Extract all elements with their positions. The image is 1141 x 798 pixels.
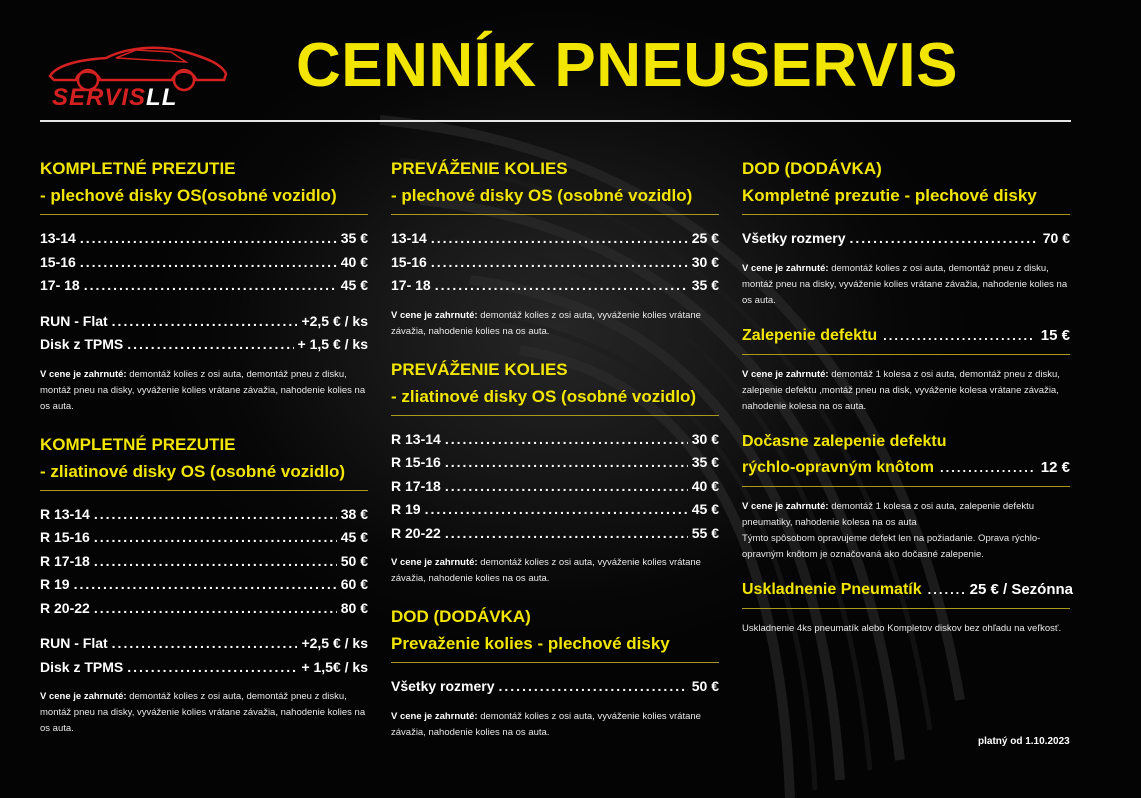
column-2 — [391, 155, 719, 755]
row-price: +2,5 € / ks — [301, 635, 368, 651]
section-divider — [742, 608, 1070, 609]
row-label: R 17-18 — [40, 552, 90, 569]
row-label: Všetky rozmery — [742, 230, 846, 246]
section-title: DOD (DODÁVKA) — [391, 607, 531, 626]
extra-row — [40, 656, 368, 680]
row-label: Disk z TPMS — [40, 658, 124, 675]
included-note: V cene je zahrnuté: demontáž kolies z osi auta, vyváženie kolies vrátane závažia, nahodenie kolies na os auta. — [391, 557, 701, 584]
page-title: CENNÍK PNEUSERVIS — [296, 31, 958, 100]
row-label: 15-16 — [391, 253, 427, 270]
leader-dots — [425, 498, 688, 522]
section-divider — [40, 214, 368, 215]
section-title: Zalepenie defektu — [742, 326, 878, 344]
extra-row — [40, 333, 368, 357]
row-price: 70 € — [1042, 230, 1070, 246]
section-puncture-repair — [742, 323, 1070, 415]
section-temporary-repair — [742, 429, 1070, 563]
row-price: 30 € — [691, 253, 719, 270]
row-price: 50 € — [340, 552, 368, 569]
included-note: V cene je zahrnuté: demontáž 1 kolesa z osi auta, zalepenie defektu pneumatiky, nahodenie kolesa na os auta Týmto spôsobom opravujeme defekt len na požiadanie. Oprava rýchlo-opravným knôtom je označovaná ako dočasné zalepenie. — [742, 500, 1041, 560]
brand-logo-text: SERVISLL — [52, 84, 178, 111]
leader-dots — [445, 475, 688, 499]
price-row — [40, 573, 368, 597]
section-title: KOMPLETNÉ PREZUTIE — [40, 159, 236, 178]
section-title: PREVÁŽENIE KOLIES — [391, 159, 568, 178]
row-label: R 20-22 — [40, 599, 90, 616]
price-row — [391, 451, 719, 475]
price-row — [391, 675, 719, 699]
leader-dots — [94, 597, 337, 621]
price-row — [40, 274, 368, 298]
leader-dots — [94, 503, 337, 527]
row-price: 35 € — [340, 230, 368, 246]
row-label: R 19 — [391, 501, 421, 517]
section-subtitle: Kompletné prezutie - plechové disky — [742, 186, 1037, 205]
leader-dots — [431, 251, 688, 275]
section-subtitle: - plechové disky OS(osobné vozidlo) — [40, 186, 337, 205]
leader-dots — [499, 675, 688, 699]
header-divider — [40, 120, 1071, 122]
row-label: R 15-16 — [40, 529, 90, 545]
row-label: R 15-16 — [391, 454, 441, 470]
leader-dots — [112, 310, 298, 334]
price-row — [40, 503, 368, 527]
row-label: R 19 — [40, 576, 70, 592]
section-divider — [742, 214, 1070, 215]
price-row — [40, 597, 368, 621]
section-title: KOMPLETNÉ PREZUTIE — [40, 434, 236, 454]
included-note: V cene je zahrnuté: demontáž 1 kolesa z osi auta, demontáž pneu z disku, zalepenie defektu ,montáž pneu na disk, vyváženie kolesa vrátane závažia, nahodenie kolesa na os auta. — [742, 368, 1060, 412]
row-label: 15-16 — [40, 253, 76, 270]
section-subtitle: - zliatinové disky OS (osobné vozidlo) — [391, 386, 697, 406]
leader-dots — [445, 451, 688, 475]
leader-dots — [431, 227, 688, 251]
row-label: R 17-18 — [391, 477, 441, 494]
row-price: 50 € — [691, 678, 719, 694]
leader-dots — [445, 428, 688, 452]
row-label: R 20-22 — [391, 524, 441, 541]
row-price: 25 € — [691, 230, 719, 246]
price-row — [40, 251, 368, 275]
price-row — [391, 498, 719, 522]
section-subtitle: rýchlo-opravným knôtom — [742, 458, 935, 476]
row-label: Disk z TPMS — [40, 336, 124, 352]
section-divider — [742, 486, 1070, 487]
price-row — [391, 522, 719, 546]
column-1 — [40, 155, 368, 751]
section-subtitle: Prevaženie kolies - plechové disky — [391, 634, 670, 653]
extra-row — [40, 310, 368, 334]
included-note: V cene je zahrnuté: demontáž kolies z osi auta, demontáž pneu z disku, montáž pneu na disky, vyváženie kolies vrátane závažia, nahodenie kolies na os auta. — [40, 368, 366, 412]
header — [0, 0, 1141, 125]
leader-dots — [94, 526, 337, 550]
row-price: 35 € — [691, 277, 719, 293]
section-divider — [742, 354, 1070, 355]
row-label: 13-14 — [40, 230, 76, 246]
section-title: DOD (DODÁVKA) — [742, 159, 882, 178]
row-label: Všetky rozmery — [391, 678, 495, 694]
row-price: 15 € — [1040, 326, 1070, 344]
price-row — [40, 526, 368, 550]
section-complete-steel — [40, 155, 368, 415]
leader-dots — [850, 227, 1039, 251]
row-price: 30 € — [691, 430, 719, 447]
section-divider — [391, 415, 719, 416]
row-label: 13-14 — [391, 230, 427, 246]
included-note: V cene je zahrnuté: demontáž kolies z osi auta, demontáž pneu z disku, montáž pneu na disky, vyváženie kolies vrátane závažia, nahodenie kolies na os auta. — [742, 262, 1068, 306]
storage-note: Uskladnenie 4ks pneumatík alebo Kompletov diskov bez ohľadu na veľkosť. — [742, 622, 1062, 634]
price-row — [391, 251, 719, 275]
leader-dots — [435, 274, 688, 298]
row-label: RUN - Flat — [40, 635, 108, 651]
section-van-balancing — [391, 603, 719, 741]
row-price: 35 € — [691, 454, 719, 470]
included-note: V cene je zahrnuté: demontáž kolies z osi auta, vyváženie kolies vrátane závažia, nahodenie kolies na os auta. — [391, 309, 701, 337]
price-row — [391, 475, 719, 499]
row-price: 40 € — [340, 253, 368, 270]
row-label: R 13-14 — [40, 505, 90, 522]
row-price: 40 € — [691, 477, 719, 494]
row-label: R 13-14 — [391, 430, 441, 447]
leader-dots — [127, 656, 297, 680]
temp-repair-price-row — [742, 455, 1070, 481]
section-title: Uskladnenie Pneumatík — [742, 580, 922, 598]
included-note: V cene je zahrnuté: demontáž kolies z osi auta, demontáž pneu z disku, montáž pneu na disky, vyváženie kolies vrátane závažia, nahodenie kolies na os auta. — [40, 691, 366, 734]
price-row — [391, 428, 719, 452]
column-3 — [742, 155, 1073, 651]
included-note: V cene je zahrnuté: demontáž kolies z osi auta, vyváženie kolies vrátane závažia, nahodenie kolies na os auta. — [391, 710, 701, 738]
row-label: 17- 18 — [40, 277, 80, 293]
section-tire-storage — [742, 577, 1073, 637]
section-subtitle: - plechové disky OS (osobné vozidlo) — [391, 186, 693, 205]
section-divider — [391, 214, 719, 215]
row-price: +2,5 € / ks — [301, 312, 368, 329]
section-balancing-alloy — [391, 356, 719, 588]
leader-dots — [127, 333, 293, 357]
leader-dots — [940, 455, 1035, 481]
section-divider — [40, 490, 368, 491]
row-price: 55 € — [691, 524, 719, 541]
row-price: 38 € — [340, 505, 368, 522]
section-title: PREVÁŽENIE KOLIES — [391, 359, 568, 379]
valid-from-date: platný od 1.10.2023 — [978, 736, 1070, 747]
section-van-complete — [742, 155, 1070, 309]
leader-dots — [112, 632, 298, 656]
row-price: 45 € — [340, 529, 368, 545]
leader-dots — [883, 323, 1035, 349]
row-label: RUN - Flat — [40, 312, 108, 329]
section-balancing-steel — [391, 155, 719, 340]
price-row — [742, 227, 1070, 251]
leader-dots — [84, 274, 337, 298]
leader-dots — [445, 522, 688, 546]
row-price: 12 € — [1040, 458, 1070, 476]
price-row — [40, 227, 368, 251]
temp-repair-title-row — [742, 429, 1070, 455]
row-price: 60 € — [340, 576, 368, 592]
section-complete-alloy — [40, 431, 368, 738]
storage-row — [742, 577, 1073, 603]
section-divider — [391, 662, 719, 663]
leader-dots — [94, 550, 337, 574]
row-price: + 1,5€ / ks — [301, 658, 368, 675]
leader-dots — [928, 577, 964, 603]
row-price: 45 € — [340, 277, 368, 293]
row-price: 80 € — [340, 599, 368, 616]
section-title: Dočasne zalepenie defektu — [742, 432, 947, 450]
price-row — [391, 227, 719, 251]
extra-row — [40, 632, 368, 656]
price-row — [40, 550, 368, 574]
leader-dots — [80, 251, 337, 275]
puncture-row — [742, 323, 1070, 349]
leader-dots — [80, 227, 337, 251]
row-price: 45 € — [691, 501, 719, 517]
price-row — [391, 274, 719, 298]
row-label: 17- 18 — [391, 277, 431, 293]
row-price: 25 € / Sezónna — [969, 580, 1073, 598]
section-subtitle: - zliatinové disky OS (osobné vozidlo) — [40, 461, 346, 481]
row-price: + 1,5 € / ks — [297, 336, 368, 352]
leader-dots — [74, 573, 337, 597]
